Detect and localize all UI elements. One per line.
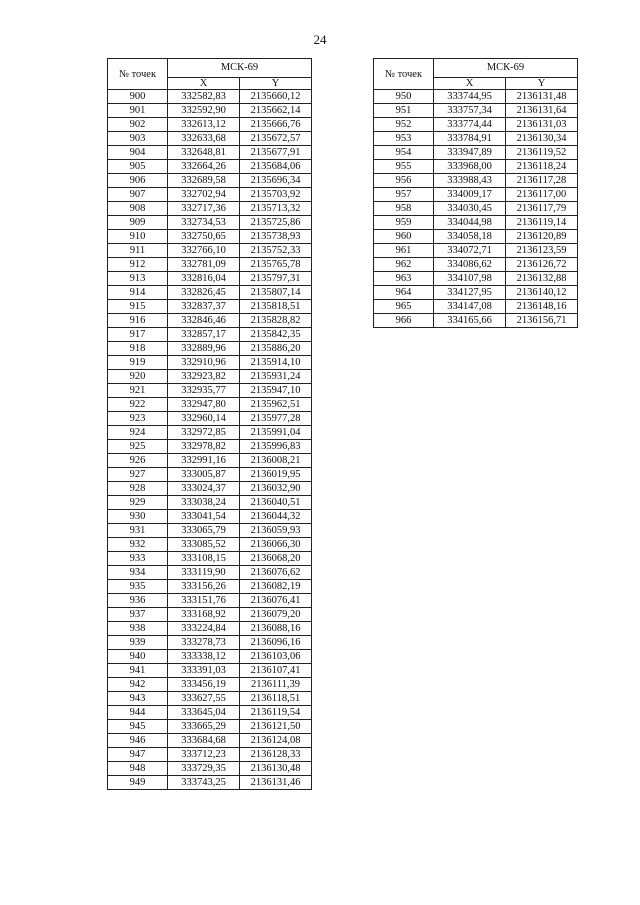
y-coordinate-cell: 2136076,41 xyxy=(240,594,312,608)
x-coordinate-cell: 334086,62 xyxy=(434,258,506,272)
table-row xyxy=(108,328,312,342)
y-coordinate-cell: 2135996,83 xyxy=(240,440,312,454)
x-coordinate-cell: 333729,35 xyxy=(168,762,240,776)
point-number-cell: 960 xyxy=(374,230,434,244)
point-number-cell: 903 xyxy=(108,132,168,146)
y-coordinate-cell: 2136126,72 xyxy=(506,258,578,272)
x-coordinate-cell: 333085,52 xyxy=(168,538,240,552)
x-coordinate-cell: 333041,54 xyxy=(168,510,240,524)
table-row xyxy=(108,412,312,426)
point-number-cell: 931 xyxy=(108,524,168,538)
x-coordinate-cell: 332582,83 xyxy=(168,90,240,104)
y-coordinate-cell: 2135662,14 xyxy=(240,104,312,118)
point-number-cell: 962 xyxy=(374,258,434,272)
x-coordinate-cell: 332935,77 xyxy=(168,384,240,398)
x-coordinate-cell: 334044,98 xyxy=(434,216,506,230)
point-number-cell: 926 xyxy=(108,454,168,468)
table-row xyxy=(108,678,312,692)
y-coordinate-cell: 2135672,57 xyxy=(240,132,312,146)
table-row xyxy=(108,230,312,244)
y-coordinate-cell: 2136076,62 xyxy=(240,566,312,580)
x-coordinate-cell: 332923,82 xyxy=(168,370,240,384)
x-coordinate-cell: 333645,04 xyxy=(168,706,240,720)
x-coordinate-cell: 334030,45 xyxy=(434,202,506,216)
y-coordinate-cell: 2136124,08 xyxy=(240,734,312,748)
x-coordinate-cell: 333684,68 xyxy=(168,734,240,748)
x-coordinate-cell: 332750,65 xyxy=(168,230,240,244)
x-coordinate-cell: 332702,94 xyxy=(168,188,240,202)
y-coordinate-cell: 2135818,51 xyxy=(240,300,312,314)
y-coordinate-cell: 2136131,48 xyxy=(506,90,578,104)
point-number-cell: 905 xyxy=(108,160,168,174)
point-number-cell: 902 xyxy=(108,118,168,132)
x-coordinate-cell: 333744,95 xyxy=(434,90,506,104)
table-row xyxy=(108,510,312,524)
table-row xyxy=(108,482,312,496)
table-row xyxy=(374,90,578,104)
y-coordinate-cell: 2136120,89 xyxy=(506,230,578,244)
x-coordinate-cell: 332846,46 xyxy=(168,314,240,328)
x-coordinate-cell: 333151,76 xyxy=(168,594,240,608)
point-number-cell: 906 xyxy=(108,174,168,188)
y-coordinate-cell: 2135666,76 xyxy=(240,118,312,132)
x-coordinate-cell: 333065,79 xyxy=(168,524,240,538)
table-row xyxy=(108,720,312,734)
x-coordinate-cell: 333774,44 xyxy=(434,118,506,132)
x-coordinate-cell: 333627,55 xyxy=(168,692,240,706)
table-row xyxy=(108,300,312,314)
point-number-cell: 932 xyxy=(108,538,168,552)
table-row xyxy=(374,258,578,272)
point-number-cell: 910 xyxy=(108,230,168,244)
table-row xyxy=(108,202,312,216)
y-coordinate-cell: 2135914,10 xyxy=(240,356,312,370)
point-number-cell: 904 xyxy=(108,146,168,160)
table-row xyxy=(108,118,312,132)
point-number-cell: 914 xyxy=(108,286,168,300)
point-number-header: № точек xyxy=(374,59,434,90)
point-number-cell: 958 xyxy=(374,202,434,216)
x-coordinate-cell: 334165,66 xyxy=(434,314,506,328)
y-coordinate-cell: 2135696,34 xyxy=(240,174,312,188)
y-coordinate-cell: 2136130,48 xyxy=(240,762,312,776)
x-coordinate-cell: 332889,96 xyxy=(168,342,240,356)
table-row xyxy=(374,244,578,258)
table-row xyxy=(108,650,312,664)
point-number-cell: 917 xyxy=(108,328,168,342)
point-number-cell: 937 xyxy=(108,608,168,622)
x-coordinate-cell: 332837,37 xyxy=(168,300,240,314)
y-coordinate-cell: 2136079,20 xyxy=(240,608,312,622)
y-coordinate-cell: 2136103,06 xyxy=(240,650,312,664)
x-coordinate-cell: 332960,14 xyxy=(168,412,240,426)
point-number-cell: 965 xyxy=(374,300,434,314)
coordinate-system-header: МСК-69 xyxy=(434,59,578,78)
point-number-cell: 938 xyxy=(108,622,168,636)
x-coordinate-cell: 332613,12 xyxy=(168,118,240,132)
table-row xyxy=(108,776,312,790)
x-coordinate-cell: 332978,82 xyxy=(168,440,240,454)
y-coordinate-cell: 2136148,16 xyxy=(506,300,578,314)
table-row xyxy=(108,664,312,678)
table-row xyxy=(108,580,312,594)
y-coordinate-cell: 2135977,28 xyxy=(240,412,312,426)
y-coordinate-cell: 2136082,19 xyxy=(240,580,312,594)
y-coordinate-cell: 2135842,35 xyxy=(240,328,312,342)
y-coordinate-cell: 2136044,32 xyxy=(240,510,312,524)
table-row xyxy=(108,356,312,370)
x-coordinate-cell: 334072,71 xyxy=(434,244,506,258)
y-coordinate-cell: 2135991,04 xyxy=(240,426,312,440)
x-coordinate-cell: 333038,24 xyxy=(168,496,240,510)
point-number-cell: 954 xyxy=(374,146,434,160)
point-number-cell: 934 xyxy=(108,566,168,580)
coordinate-system-header: МСК-69 xyxy=(168,59,312,78)
x-coordinate-cell: 332734,53 xyxy=(168,216,240,230)
y-coordinate-cell: 2136121,50 xyxy=(240,720,312,734)
y-coordinate-cell: 2136008,21 xyxy=(240,454,312,468)
y-coordinate-cell: 2136131,64 xyxy=(506,104,578,118)
x-coordinate-cell: 332633,68 xyxy=(168,132,240,146)
y-coordinate-cell: 2136132,88 xyxy=(506,272,578,286)
x-coordinate-cell: 334009,17 xyxy=(434,188,506,202)
y-coordinate-cell: 2136119,14 xyxy=(506,216,578,230)
x-coordinate-cell: 333784,91 xyxy=(434,132,506,146)
y-coordinate-cell: 2136107,41 xyxy=(240,664,312,678)
y-coordinate-cell: 2135713,32 xyxy=(240,202,312,216)
y-coordinate-cell: 2135931,24 xyxy=(240,370,312,384)
x-coordinate-cell: 332664,26 xyxy=(168,160,240,174)
point-number-cell: 953 xyxy=(374,132,434,146)
point-number-cell: 941 xyxy=(108,664,168,678)
point-number-cell: 943 xyxy=(108,692,168,706)
point-number-cell: 957 xyxy=(374,188,434,202)
x-coordinate-cell: 332947,80 xyxy=(168,398,240,412)
y-coordinate-cell: 2135684,06 xyxy=(240,160,312,174)
y-coordinate-cell: 2136088,16 xyxy=(240,622,312,636)
table-row xyxy=(108,272,312,286)
x-coordinate-cell: 333224,84 xyxy=(168,622,240,636)
point-number-cell: 948 xyxy=(108,762,168,776)
x-coordinate-cell: 333278,73 xyxy=(168,636,240,650)
point-number-cell: 952 xyxy=(374,118,434,132)
point-number-cell: 945 xyxy=(108,720,168,734)
y-coordinate-cell: 2135738,93 xyxy=(240,230,312,244)
table-row xyxy=(108,594,312,608)
point-number-cell: 935 xyxy=(108,580,168,594)
point-number-cell: 908 xyxy=(108,202,168,216)
table-row xyxy=(108,174,312,188)
point-number-cell: 918 xyxy=(108,342,168,356)
point-number-cell: 924 xyxy=(108,426,168,440)
x-coordinate-cell: 332766,10 xyxy=(168,244,240,258)
x-coordinate-cell: 332972,85 xyxy=(168,426,240,440)
x-coordinate-cell: 332648,81 xyxy=(168,146,240,160)
x-coordinate-cell: 333391,03 xyxy=(168,664,240,678)
y-coordinate-cell: 2135962,51 xyxy=(240,398,312,412)
point-number-cell: 949 xyxy=(108,776,168,790)
y-column-header: Y xyxy=(506,78,578,90)
table-row xyxy=(374,146,578,160)
point-number-cell: 912 xyxy=(108,258,168,272)
y-coordinate-cell: 2136118,24 xyxy=(506,160,578,174)
table-row xyxy=(108,160,312,174)
table-row xyxy=(108,426,312,440)
y-coordinate-cell: 2136068,20 xyxy=(240,552,312,566)
x-coordinate-cell: 333156,26 xyxy=(168,580,240,594)
table-row xyxy=(108,608,312,622)
table-row xyxy=(108,258,312,272)
y-coordinate-cell: 2135886,20 xyxy=(240,342,312,356)
x-coordinate-cell: 333456,19 xyxy=(168,678,240,692)
point-number-cell: 909 xyxy=(108,216,168,230)
y-coordinate-cell: 2136130,34 xyxy=(506,132,578,146)
y-coordinate-cell: 2136111,39 xyxy=(240,678,312,692)
y-coordinate-cell: 2136096,16 xyxy=(240,636,312,650)
y-coordinate-cell: 2136156,71 xyxy=(506,314,578,328)
table-row xyxy=(108,132,312,146)
y-coordinate-cell: 2136119,52 xyxy=(506,146,578,160)
x-coordinate-cell: 333665,29 xyxy=(168,720,240,734)
x-coordinate-cell: 334107,98 xyxy=(434,272,506,286)
point-number-cell: 916 xyxy=(108,314,168,328)
point-number-header: № точек xyxy=(108,59,168,90)
point-number-cell: 920 xyxy=(108,370,168,384)
table-row xyxy=(108,104,312,118)
table-row xyxy=(108,384,312,398)
point-number-cell: 922 xyxy=(108,398,168,412)
table-row xyxy=(108,146,312,160)
table-row xyxy=(108,244,312,258)
point-number-cell: 911 xyxy=(108,244,168,258)
y-coordinate-cell: 2136019,95 xyxy=(240,468,312,482)
table-row xyxy=(108,734,312,748)
table-row xyxy=(108,496,312,510)
table-row xyxy=(108,286,312,300)
point-number-cell: 964 xyxy=(374,286,434,300)
point-number-cell: 947 xyxy=(108,748,168,762)
x-coordinate-cell: 332717,36 xyxy=(168,202,240,216)
point-number-cell: 929 xyxy=(108,496,168,510)
table-row xyxy=(374,286,578,300)
table-row xyxy=(374,160,578,174)
x-coordinate-cell: 333988,43 xyxy=(434,174,506,188)
table-row xyxy=(108,314,312,328)
table-row xyxy=(374,272,578,286)
y-coordinate-cell: 2136123,59 xyxy=(506,244,578,258)
x-coordinate-cell: 332816,04 xyxy=(168,272,240,286)
y-column-header: Y xyxy=(240,78,312,90)
y-coordinate-cell: 2136131,46 xyxy=(240,776,312,790)
y-coordinate-cell: 2135677,91 xyxy=(240,146,312,160)
table-row xyxy=(374,314,578,328)
x-coordinate-cell: 334127,95 xyxy=(434,286,506,300)
x-coordinate-cell: 332826,45 xyxy=(168,286,240,300)
table-row xyxy=(374,202,578,216)
table-row xyxy=(108,706,312,720)
point-number-cell: 913 xyxy=(108,272,168,286)
table-row xyxy=(374,230,578,244)
y-coordinate-cell: 2135797,31 xyxy=(240,272,312,286)
point-number-cell: 928 xyxy=(108,482,168,496)
point-number-cell: 944 xyxy=(108,706,168,720)
table-row xyxy=(108,552,312,566)
coordinates-table-right xyxy=(373,58,578,328)
y-coordinate-cell: 2135765,78 xyxy=(240,258,312,272)
y-coordinate-cell: 2136131,03 xyxy=(506,118,578,132)
x-coordinate-cell: 333024,37 xyxy=(168,482,240,496)
x-column-header: X xyxy=(168,78,240,90)
y-coordinate-cell: 2135660,12 xyxy=(240,90,312,104)
x-coordinate-cell: 333947,89 xyxy=(434,146,506,160)
table-row xyxy=(108,538,312,552)
x-coordinate-cell: 332592,90 xyxy=(168,104,240,118)
y-coordinate-cell: 2136118,51 xyxy=(240,692,312,706)
point-number-cell: 955 xyxy=(374,160,434,174)
x-coordinate-cell: 332689,58 xyxy=(168,174,240,188)
table-row xyxy=(108,762,312,776)
y-coordinate-cell: 2135752,33 xyxy=(240,244,312,258)
x-coordinate-cell: 332991,16 xyxy=(168,454,240,468)
point-number-cell: 939 xyxy=(108,636,168,650)
x-coordinate-cell: 333338,12 xyxy=(168,650,240,664)
x-coordinate-cell: 334058,18 xyxy=(434,230,506,244)
table-row xyxy=(108,216,312,230)
point-number-cell: 956 xyxy=(374,174,434,188)
y-coordinate-cell: 2136117,79 xyxy=(506,202,578,216)
point-number-cell: 963 xyxy=(374,272,434,286)
point-number-cell: 942 xyxy=(108,678,168,692)
point-number-cell: 921 xyxy=(108,384,168,398)
point-number-cell: 930 xyxy=(108,510,168,524)
x-coordinate-cell: 333968,00 xyxy=(434,160,506,174)
point-number-cell: 966 xyxy=(374,314,434,328)
point-number-cell: 927 xyxy=(108,468,168,482)
y-coordinate-cell: 2136032,90 xyxy=(240,482,312,496)
table-row xyxy=(374,132,578,146)
table-row xyxy=(108,342,312,356)
y-coordinate-cell: 2135725,86 xyxy=(240,216,312,230)
x-coordinate-cell: 334147,08 xyxy=(434,300,506,314)
x-coordinate-cell: 333743,25 xyxy=(168,776,240,790)
table-row xyxy=(374,104,578,118)
y-coordinate-cell: 2135947,10 xyxy=(240,384,312,398)
y-coordinate-cell: 2135807,14 xyxy=(240,286,312,300)
table-row xyxy=(108,566,312,580)
x-coordinate-cell: 333168,92 xyxy=(168,608,240,622)
coordinates-table-right-body xyxy=(374,90,578,328)
table-row xyxy=(108,468,312,482)
table-row xyxy=(108,440,312,454)
y-coordinate-cell: 2136119,54 xyxy=(240,706,312,720)
y-coordinate-cell: 2136128,33 xyxy=(240,748,312,762)
table-row xyxy=(108,636,312,650)
point-number-cell: 940 xyxy=(108,650,168,664)
x-coordinate-cell: 333119,90 xyxy=(168,566,240,580)
point-number-cell: 950 xyxy=(374,90,434,104)
y-coordinate-cell: 2136066,30 xyxy=(240,538,312,552)
point-number-cell: 933 xyxy=(108,552,168,566)
y-coordinate-cell: 2136117,00 xyxy=(506,188,578,202)
point-number-cell: 907 xyxy=(108,188,168,202)
table-row xyxy=(374,216,578,230)
x-coordinate-cell: 333712,23 xyxy=(168,748,240,762)
table-row xyxy=(108,398,312,412)
point-number-cell: 915 xyxy=(108,300,168,314)
coordinates-table-left-body xyxy=(108,90,312,790)
y-coordinate-cell: 2136140,12 xyxy=(506,286,578,300)
y-coordinate-cell: 2135828,82 xyxy=(240,314,312,328)
y-coordinate-cell: 2135703,92 xyxy=(240,188,312,202)
table-row xyxy=(374,118,578,132)
table-row xyxy=(108,692,312,706)
point-number-cell: 946 xyxy=(108,734,168,748)
x-column-header: X xyxy=(434,78,506,90)
point-number-cell: 925 xyxy=(108,440,168,454)
point-number-cell: 936 xyxy=(108,594,168,608)
table-row xyxy=(108,622,312,636)
point-number-cell: 919 xyxy=(108,356,168,370)
x-coordinate-cell: 333108,15 xyxy=(168,552,240,566)
y-coordinate-cell: 2136059,93 xyxy=(240,524,312,538)
page-number: 24 xyxy=(313,32,327,47)
y-coordinate-cell: 2136117,28 xyxy=(506,174,578,188)
table-row xyxy=(374,300,578,314)
point-number-cell: 901 xyxy=(108,104,168,118)
y-coordinate-cell: 2136040,51 xyxy=(240,496,312,510)
table-row xyxy=(108,188,312,202)
point-number-cell: 900 xyxy=(108,90,168,104)
table-row xyxy=(108,524,312,538)
point-number-cell: 951 xyxy=(374,104,434,118)
x-coordinate-cell: 333005,87 xyxy=(168,468,240,482)
x-coordinate-cell: 332857,17 xyxy=(168,328,240,342)
table-row xyxy=(374,188,578,202)
point-number-cell: 923 xyxy=(108,412,168,426)
table-row xyxy=(108,454,312,468)
coordinates-table-left xyxy=(107,58,312,790)
x-coordinate-cell: 332781,09 xyxy=(168,258,240,272)
x-coordinate-cell: 333757,34 xyxy=(434,104,506,118)
point-number-cell: 961 xyxy=(374,244,434,258)
point-number-cell: 959 xyxy=(374,216,434,230)
table-row xyxy=(374,174,578,188)
table-row xyxy=(108,370,312,384)
table-row xyxy=(108,748,312,762)
x-coordinate-cell: 332910,96 xyxy=(168,356,240,370)
table-row xyxy=(108,90,312,104)
